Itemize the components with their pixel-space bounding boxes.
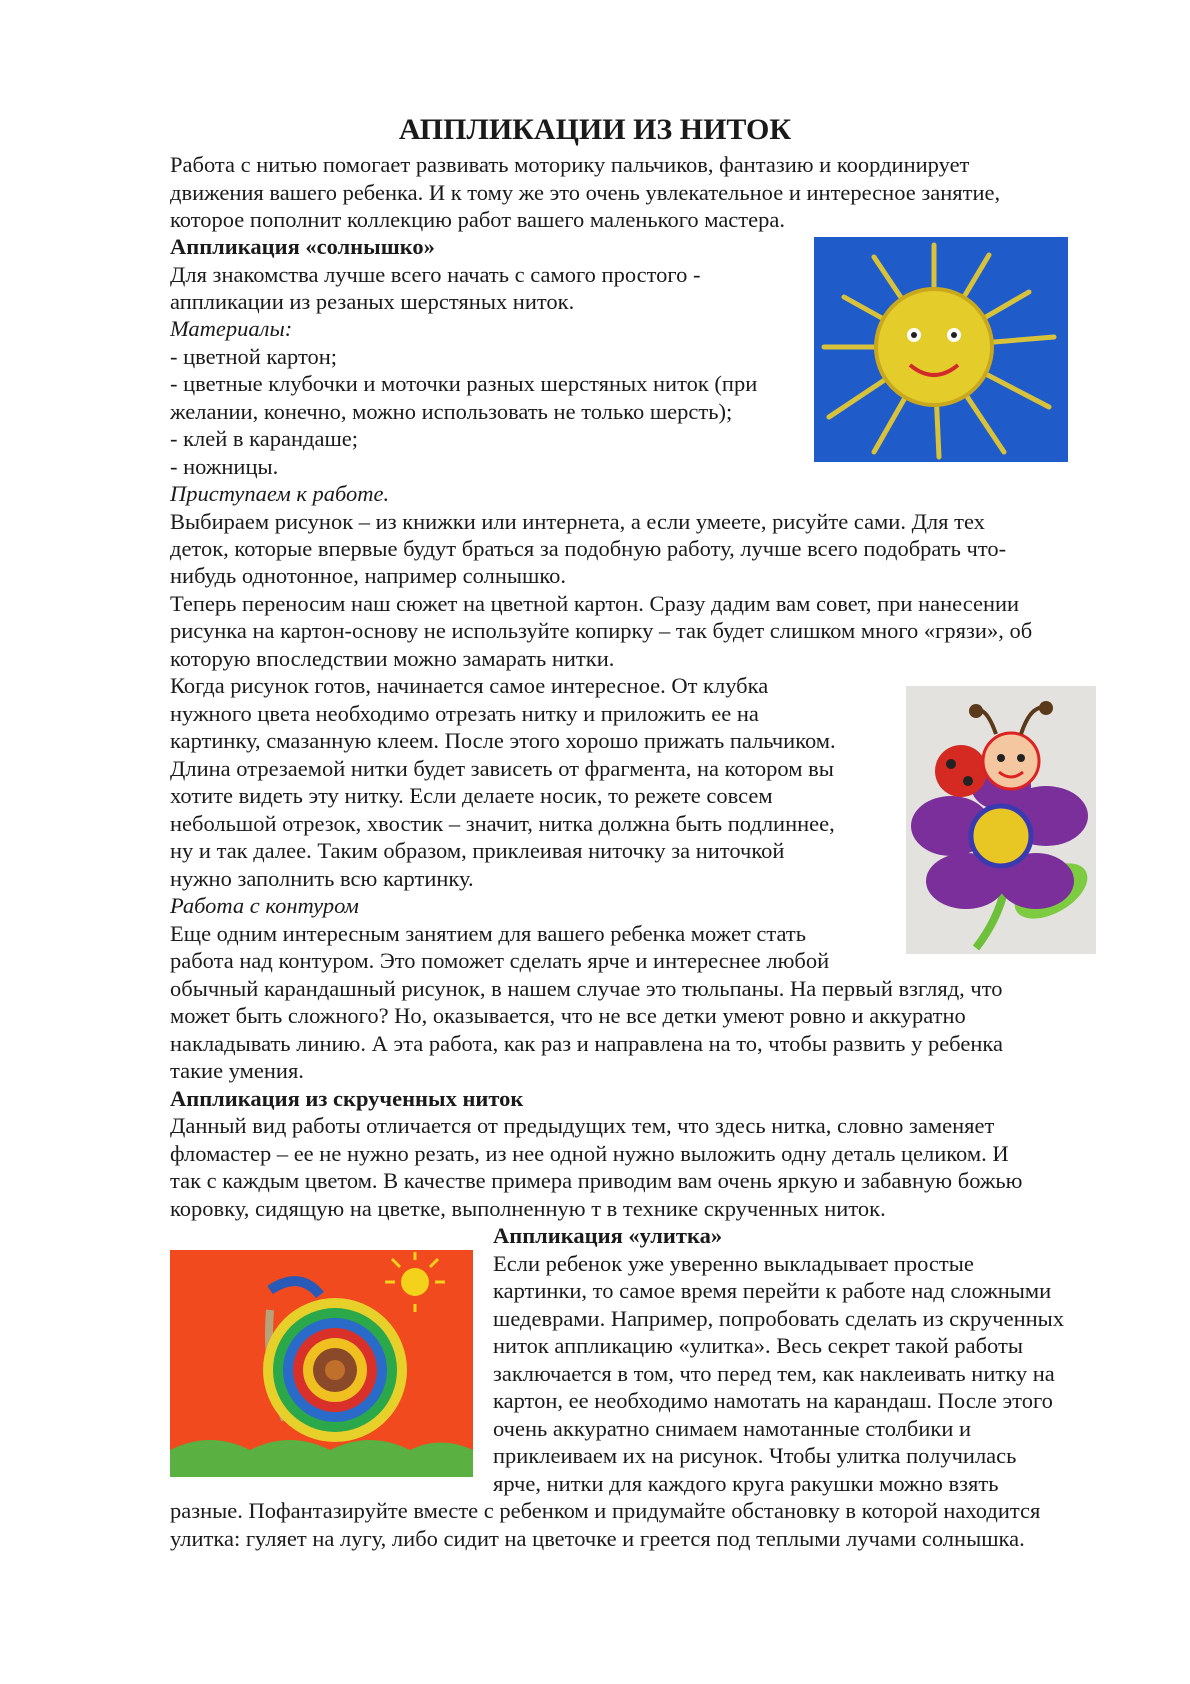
text-line: картон, ее необходимо намотать на карандаш. После этого	[493, 1388, 1053, 1413]
text-line: картинку, смазанную клеем. После этого хорошо прижать пальчиком.	[170, 728, 836, 753]
page-title: АППЛИКАЦИИ ИЗ НИТОК	[398, 113, 792, 146]
text-line: которое пополнит коллекцию работ вашего маленького мастера.	[170, 207, 785, 232]
text-line: улитка: гуляет на лугу, либо сидит на цветочке и греется под теплыми лучами солнышка.	[170, 1526, 1025, 1551]
text-line: такие умения.	[170, 1058, 304, 1083]
section-heading-twisted: Аппликация из скрученных ниток	[170, 1086, 524, 1111]
text-line: картинки, то самое время перейти к работе над сложными	[493, 1278, 1052, 1303]
text-line: шедеврами. Например, попробовать сделать из скрученных	[493, 1306, 1065, 1331]
text-line: нибудь однотонное, например солнышко.	[170, 563, 566, 588]
text-line: Если ребенок уже уверенно выкладывает простые	[493, 1251, 974, 1276]
text-line: ну и так далее. Таким образом, приклеивая ниточку за ниточкой	[170, 838, 785, 863]
text-line: так с каждым цветом. В качестве примера приводим вам очень яркую и забавную божью	[170, 1168, 1023, 1193]
snail-applique-image	[170, 1250, 473, 1477]
text-line: Теперь переносим наш сюжет на цветной картон. Сразу дадим вам совет, при нанесении	[170, 591, 1020, 616]
text-line: работа над контуром. Это поможет сделать ярче и интереснее любой	[170, 948, 830, 973]
text-line: коровку, сидящую на цветке, выполненную т в технике скрученных ниток.	[170, 1196, 886, 1221]
text-line: Данный вид работы отличается от предыдущих тем, что здесь нитка, словно заменяет	[170, 1113, 995, 1138]
text-line: обычный карандашный рисунок, в нашем случае это тюльпаны. На первый взгляд, что	[170, 976, 1003, 1001]
section-heading-sun: Аппликация «солнышко»	[170, 234, 435, 259]
text-line: приклеиваем их на рисунок. Чтобы улитка получилась	[493, 1443, 1017, 1468]
start-work-subheading: Приступаем к работе.	[170, 481, 390, 506]
text-line: рисунка на картон-основу не используйте копирку – так будет слишком много «грязи», об	[170, 618, 1033, 643]
text-line: деток, которые впервые будут браться за подобную работу, лучше всего подобрать что-	[170, 536, 1007, 561]
text-line: нужного цвета необходимо отрезать нитку и приложить ее на	[170, 701, 759, 726]
text-line: заключается в том, что перед тем, как наклеивать нитку на	[493, 1361, 1055, 1386]
text-line: ярче, нитки для каждого круга ракушки можно взять	[493, 1471, 999, 1496]
text-line: Длина отрезаемой нитки будет зависеть от фрагмента, на котором вы	[170, 756, 834, 781]
text-line: Еще одним интересным занятием для вашего ребенка может стать	[170, 921, 807, 946]
text-line: желании, конечно, можно использовать не только шерсть);	[170, 399, 733, 424]
text-line: разные. Пофантазируйте вместе с ребенком и придумайте обстановку в которой находится	[170, 1498, 1041, 1523]
section-heading-snail: Аппликация «улитка»	[493, 1223, 723, 1248]
text-line: Для знакомства лучше всего начать с самого простого -	[170, 262, 701, 287]
text-line: нужно заполнить всю картинку.	[170, 866, 474, 891]
text-line: аппликации из резаных шерстяных ниток.	[170, 289, 575, 314]
text-line: Выбираем рисунок – из книжки или интернета, а если умеете, рисуйте сами. Для тех	[170, 509, 985, 534]
text-line: хотите видеть эту нитку. Если делаете носик, то режете совсем	[170, 783, 773, 808]
sun-applique-image	[814, 237, 1068, 462]
text-line: - цветные клубочки и моточки разных шерстяных ниток (при	[170, 371, 758, 396]
text-line: небольшой отрезок, хвостик – значит, нитка должна быть подлиннее,	[170, 811, 835, 836]
text-line: фломастер – ее не нужно резать, из нее одной нужно выложить одну деталь целиком. И	[170, 1141, 1009, 1166]
text-line: - цветной картон;	[170, 344, 338, 369]
text-line: накладывать линию. А эта работа, как раз и направлена на то, чтобы развить у ребенка	[170, 1031, 1003, 1056]
text-line: - клей в карандаше;	[170, 426, 359, 451]
contour-subheading: Работа с контуром	[170, 893, 359, 918]
text-line: Когда рисунок готов, начинается самое интересное. От клубка	[170, 673, 769, 698]
text-line: очень аккуратно снимаем намотанные столбики и	[493, 1416, 972, 1441]
text-line: движения вашего ребенка. И к тому же это очень увлекательное и интересное занятие,	[170, 180, 1001, 205]
text-line: ниток аппликацию «улитка». Весь секрет такой работы	[493, 1333, 1023, 1358]
text-line: которую впоследствии можно замарать нитки.	[170, 646, 615, 671]
ladybug-flower-image	[906, 686, 1096, 954]
text-line: может быть сложного? Но, оказывается, что не все детки умеют ровно и аккуратно	[170, 1003, 966, 1028]
text-line: Работа с нитью помогает развивать моторику пальчиков, фантазию и координирует	[170, 152, 970, 177]
text-line: - ножницы.	[170, 454, 279, 479]
materials-subheading: Материалы:	[170, 316, 293, 341]
